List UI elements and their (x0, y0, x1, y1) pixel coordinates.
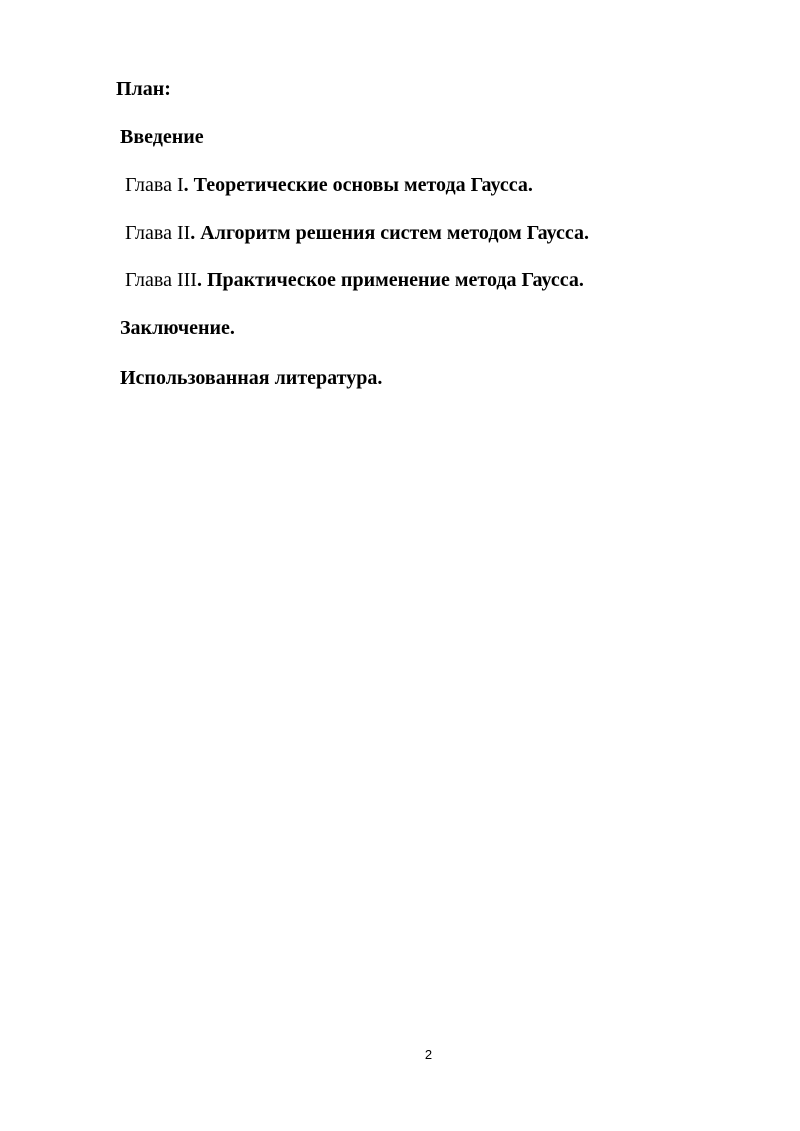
page-number: 2 (424, 1047, 433, 1062)
toc-item-chapter-1 (125, 173, 533, 197)
toc-item-title: . Практическое применение метода Гаусса. (196, 269, 584, 291)
toc-item-prefix: Глава III (125, 269, 197, 291)
toc-item-conclusion (120, 316, 235, 340)
toc-item-chapter-2 (125, 221, 589, 245)
toc-item-chapter-3 (125, 268, 584, 292)
toc-item-title: Заключение. (120, 317, 235, 339)
toc-item-title: . Теоретические основы метода Гаусса. (183, 174, 533, 196)
toc-item-introduction (120, 125, 204, 149)
toc-item-references (120, 366, 382, 390)
toc-item-title: . Алгоритм решения систем методом Гаусса. (190, 222, 590, 244)
plan-heading: План: (116, 78, 171, 100)
toc-item-title: Введение (120, 126, 204, 148)
toc-item-prefix: Глава I (125, 174, 184, 196)
toc-item-prefix: Глава II (125, 222, 191, 244)
toc-item-title: Использованная литература. (120, 367, 383, 389)
